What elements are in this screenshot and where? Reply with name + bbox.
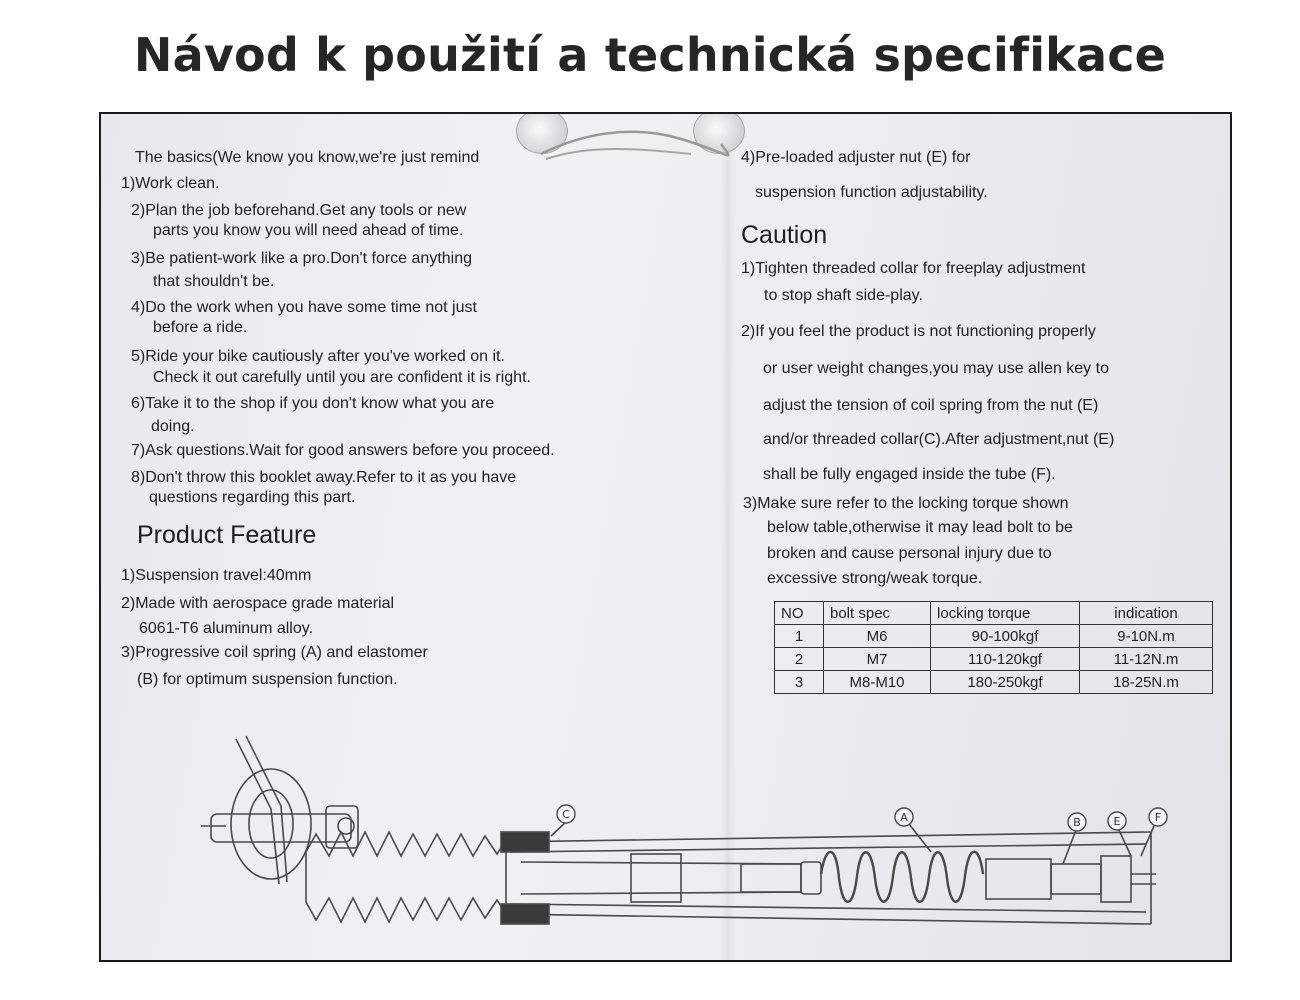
diagram-label-e: E xyxy=(1113,815,1121,828)
product-feature-heading: Product Feature xyxy=(137,521,317,549)
intro-line: 4)Pre-loaded adjuster nut (E) for xyxy=(741,149,971,166)
basics-line: 4)Do the work when you have some time not just xyxy=(131,299,477,316)
table-cell: 18-25N.m xyxy=(1080,671,1213,694)
caution-line: below table,otherwise it may lead bolt to be xyxy=(767,519,1073,536)
basics-line: 8)Don't throw this booklet away.Refer to it as you have xyxy=(131,469,517,486)
basics-line: questions regarding this part. xyxy=(149,489,356,506)
diagram-label-b: B xyxy=(1073,816,1081,829)
table-header: NO xyxy=(775,602,824,625)
table-cell: 90-100kgf xyxy=(931,625,1080,648)
basics-line: 7)Ask questions.Wait for good answers before you proceed. xyxy=(131,442,555,459)
table-row xyxy=(775,648,1213,671)
caution-line: to stop shaft side-play. xyxy=(764,287,923,304)
basics-line: that shouldn't be. xyxy=(153,273,275,290)
tube-top xyxy=(506,832,1151,842)
seatpost-diagram xyxy=(101,714,1230,960)
leader-line-c xyxy=(551,822,566,836)
basics-line: parts you know you will need ahead of time. xyxy=(153,222,464,239)
caution-line: 2)If you feel the product is not functioning properly xyxy=(741,323,1096,340)
bellows-top xyxy=(306,832,506,856)
feature-line: 2)Made with aerospace grade material xyxy=(121,595,395,612)
table-cell: M7 xyxy=(824,648,931,671)
tube-bottom xyxy=(506,914,1151,924)
caution-heading: Caution xyxy=(741,221,828,249)
caution-line: excessive strong/weak torque. xyxy=(767,570,983,587)
table-header: bolt spec xyxy=(824,602,931,625)
page-title: Návod k použití a technická specifikace xyxy=(133,28,1167,82)
table-cell: M8-M10 xyxy=(824,671,931,694)
table-header: indication xyxy=(1080,602,1213,625)
diagram-label-c: C xyxy=(562,808,570,821)
threaded-collar xyxy=(501,832,549,852)
basics-line: Check it out carefully until you are confident it is right. xyxy=(153,369,531,386)
manual-photo xyxy=(99,112,1232,962)
table-cell: M6 xyxy=(824,625,931,648)
basics-line: doing. xyxy=(151,418,195,435)
diagram-label-f: F xyxy=(1154,811,1162,824)
basics-line: 1)Work clean. xyxy=(121,175,220,192)
diagram-label-a: A xyxy=(900,811,908,824)
feature-line: (B) for optimum suspension function. xyxy=(137,671,398,688)
table-cell: 3 xyxy=(775,671,824,694)
caution-line: 1)Tighten threaded collar for freeplay adjustment xyxy=(741,260,1086,277)
feature-line: 1)Suspension travel:40mm xyxy=(121,567,312,584)
table-cell: 180-250kgf xyxy=(931,671,1080,694)
caution-line: or user weight changes,you may use allen key to xyxy=(763,360,1109,377)
table-cell: 1 xyxy=(775,625,824,648)
caution-line: adjust the tension of coil spring from the nut (E) xyxy=(763,397,1099,414)
caution-line: shall be fully engaged inside the tube (F). xyxy=(763,466,1056,483)
caution-line: 3)Make sure refer to the locking torque shown xyxy=(743,495,1069,512)
table-cell: 110-120kgf xyxy=(931,648,1080,671)
table-cell: 2 xyxy=(775,648,824,671)
table-row xyxy=(775,625,1213,648)
basics-line: before a ride. xyxy=(153,319,248,336)
table-cell: 9-10N.m xyxy=(1080,625,1213,648)
basics-line: 2)Plan the job beforehand.Get any tools or new xyxy=(131,202,467,219)
table-row xyxy=(775,671,1213,694)
caution-line: broken and cause personal injury due to xyxy=(767,545,1052,562)
string-cord xyxy=(521,114,751,174)
torque-table xyxy=(774,601,1213,694)
caution-line: and/or threaded collar(C).After adjustment,nut (E) xyxy=(763,431,1115,448)
basics-line: 6)Take it to the shop if you don't know what you are xyxy=(131,395,495,412)
basics-line: The basics(We know you know,we're just remind xyxy=(135,149,480,166)
basics-line: 5)Ride your bike cautiously after you've worked on it. xyxy=(131,348,505,365)
elastomer xyxy=(986,859,1051,899)
table-cell: 11-12N.m xyxy=(1080,648,1213,671)
feature-line: 6061-T6 aluminum alloy. xyxy=(139,620,314,637)
table-header-row xyxy=(775,602,1213,625)
basics-line: 3)Be patient-work like a pro.Don't force anything xyxy=(131,250,473,267)
intro-line: suspension function adjustability. xyxy=(755,184,988,201)
adjuster-nut xyxy=(1101,856,1131,902)
feature-line: 3)Progressive coil spring (A) and elastomer xyxy=(121,644,428,661)
table-header: locking torque xyxy=(931,602,1080,625)
coil-spring xyxy=(821,852,983,902)
bellows-bottom xyxy=(306,898,506,922)
